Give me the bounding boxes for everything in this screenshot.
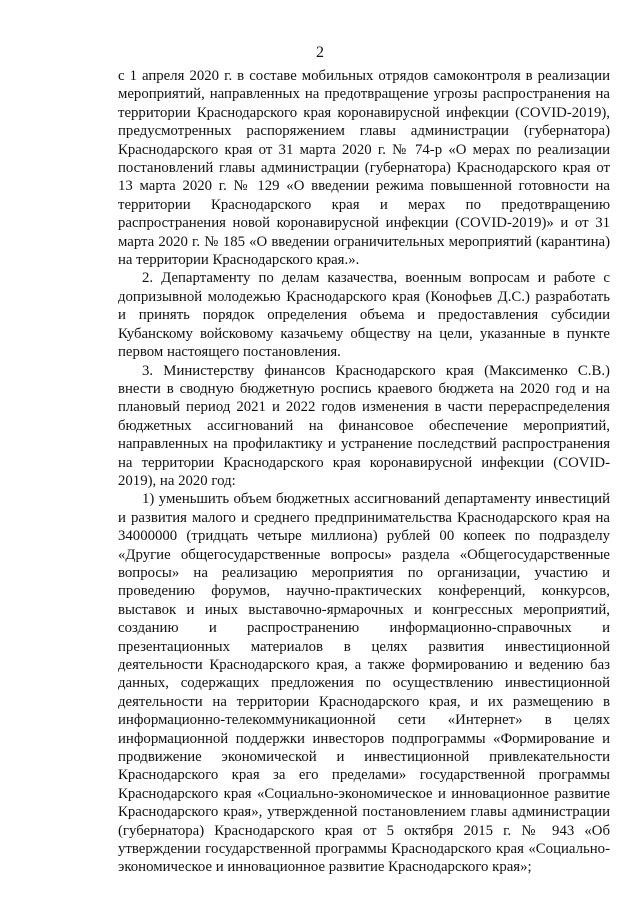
- paragraph-item-3: 3. Министерству финансов Краснодарского края (Максименко С.В.) внести в сводную бюджетную роспись краевого бюджета на 2020 год и на плановый период 2021 и 2022 годов изменения в части перераспределения бюджетных ассигнований на финансовое обеспечение мероприятий, направленных на профилактику и устранение последствий распространения на территории Краснодарского края коронавирусной инфекции (COVID-2019), на 2020 год:: [118, 362, 610, 489]
- document-body: [118, 67, 610, 877]
- paragraph-continuation: с 1 апреля 2020 г. в составе мобильных отрядов самоконтроля в реализации мероприятий, направленных на предотвращение угрозы распространения на территории Краснодарского края коронавирусной инфекции (COVID-2019), предусмотренных распоряжением главы администрации (губернатора) Краснодарского края от 31 марта 2020 г. № 74-р «О мерах по реализации постановлений главы администрации (губернатора) Краснодарского края от 13 марта 2020 г. № 129 «О введении режима повышенной готовности на территории Краснодарского края и мерах по предотвращению распространения новой коронавирусной инфекции (COVID-2019)» и от 31 марта 2020 г. № 185 «О введении ограничительных мероприятий (карантина) на территории Краснодарского края.».: [118, 68, 610, 269]
- page-number: 2: [316, 44, 324, 61]
- paragraph-subitem-1: 1) уменьшить объем бюджетных ассигнований департаменту инвестиций и развития малого и среднего предпринимательства Краснодарского края на 34000000 (тридцать четыре миллиона) рублей 00 копеек по подразделу «Другие общегосударственные вопросы» раздела «Общегосударственные вопросы» на реализацию мероприятия по организации, участию и проведению форумов, научно-практических конференций, конкурсов, выставок и иных выставочно-ярмарочных и конгрессных мероприятий, созданию и распространению информационно-справочных и презентационных материалов в целях развития инвестиционной деятельности Краснодарского края, а также формированию и ведению баз данных, содержащих предложения по осуществлению инвестиционной деятельности на территории Краснодарского края, и их размещению в информационно-телекоммуникационной сети «Интернет» в целях информационной поддержки инвесторов подпрограммы «Формирование и продвижение экономической и инвестиционной привлекательности Краснодарского края за его пределами» государственной программы Краснодарского края «Социально-экономическое и инновационное развитие Краснодарского края», утвержденной постановлением главы администрации (губернатора) Краснодарского края от 5 октября 2015 г. № 943 «Об утверждении государственной программы Краснодарского края «Социально-экономическое и инновационное развитие Краснодарского края»;: [118, 491, 610, 876]
- paragraph-item-2: 2. Департаменту по делам казачества, военным вопросам и работе с допризывной молодежью Краснодарского края (Конофьев Д.С.) разработать и принять порядок определения объема и предоставления субсидии Кубанскому войсковому казачьему обществу на цели, указанные в пункте первом настоящего постановления.: [118, 270, 610, 361]
